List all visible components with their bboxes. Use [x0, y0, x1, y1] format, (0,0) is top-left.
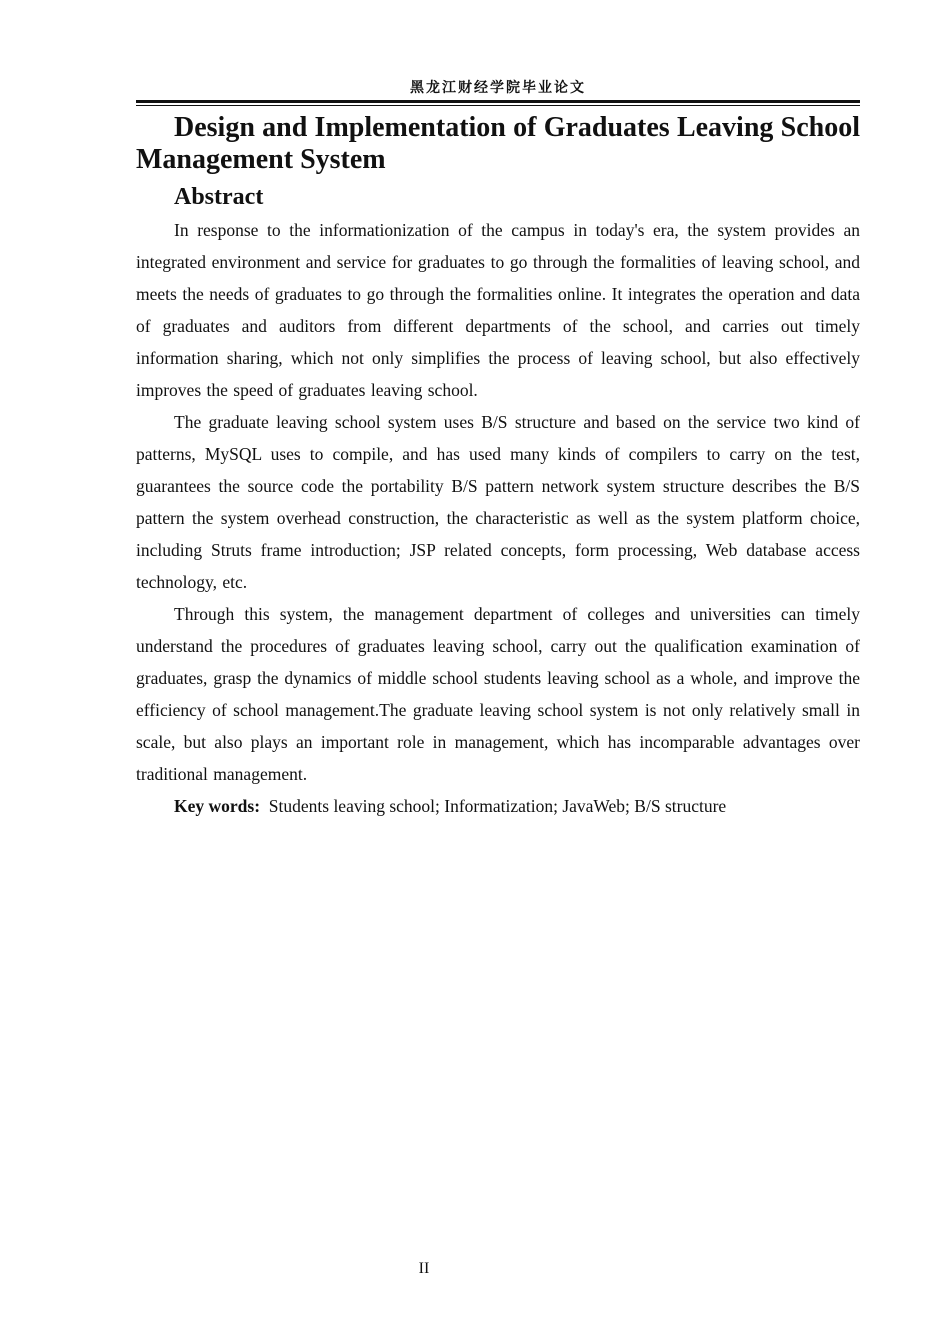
- running-header: 黑龙江财经学院毕业论文: [410, 80, 586, 96]
- page-body: [136, 112, 860, 822]
- header-rule-thick: [136, 100, 860, 103]
- keywords-text: Students leaving school; Informatization; JavaWeb; B/S structure: [268, 796, 727, 816]
- abstract-paragraph-3: Through this system, the management department of colleges and universities can timely understand the procedures of graduates leaving school, carry out the qualification examination of graduates, grasp the dynamics of middle school students leaving school as a whole, and improve the efficiency of school management.The graduate leaving school system is not only relatively small in scale, but also plays an important role in management, which has incomparable advantages over traditional management.: [136, 604, 860, 784]
- page-number: II: [418, 1260, 430, 1277]
- header-rule-thin: [136, 105, 860, 106]
- abstract-paragraph-2: The graduate leaving school system uses B/S structure and based on the service two kind of patterns, MySQL uses to compile, and has used many kinds of compilers to carry on the test, guarantees the source code the portability B/S pattern network system structure describes the B/S pattern the system overhead construction, the characteristic as well as the system platform choice, including Struts frame introduction; JSP related concepts, form processing, Web database access technology, etc.: [136, 412, 860, 592]
- keywords-label: Key words:: [174, 796, 261, 816]
- keywords-line: [136, 790, 860, 822]
- thesis-title: Design and Implementation of Graduates Leaving School Management System: [136, 112, 860, 175]
- abstract-paragraph-1: In response to the informationization of the campus in today's era, the system provides an integrated environment and service for graduates to go through the formalities of leaving school, and meets the needs of graduates to go through the formalities online. It integrates the operation and data of graduates and auditors from different departments of the school, and carries out timely information sharing, which not only simplifies the process of leaving school, but also effectively improves the speed of graduates leaving school.: [136, 220, 860, 400]
- abstract-heading: Abstract: [174, 184, 264, 210]
